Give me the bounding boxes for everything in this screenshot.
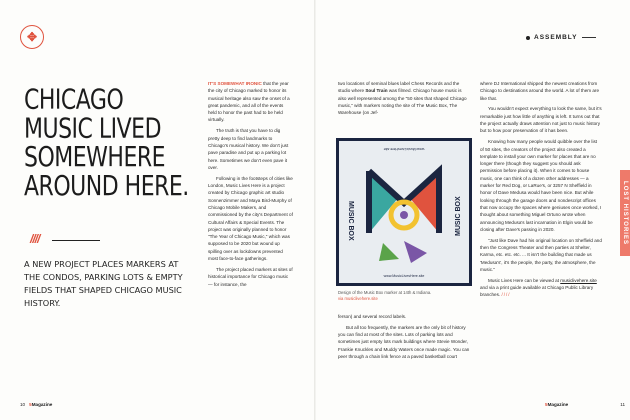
- publication-mark: 5: [29, 402, 32, 407]
- section-side-tab: [620, 170, 630, 256]
- body-paragraph: [338, 80, 470, 116]
- lead-in: IT'S SOMEWHAT IRONIC: [208, 81, 262, 86]
- magazine-logo-icon: ✥: [20, 25, 44, 49]
- poster-url-bottom: www.MusicLivesHere.site: [383, 274, 425, 278]
- section-dot-icon: [526, 36, 530, 40]
- publication-name: [545, 402, 568, 407]
- page-number: 10: [20, 402, 26, 407]
- folio-right: [545, 402, 625, 407]
- page-gutter: [314, 0, 316, 420]
- body-text: two locations of seminal blues label Chess Records and the studio where: [338, 81, 460, 94]
- headline-line: SOMEWHERE: [24, 142, 166, 174]
- headline-line: AROUND HERE.: [24, 171, 189, 203]
- deck-subtitle: A NEW PROJECT PLACES MARKERS AT THE CONDOS, PARKING LOTS & EMPTY FIELDS THAT SHAPED CHICAGO MUSIC HISTORY.: [24, 259, 183, 308]
- body-paragraph: ferson) and several record labels.: [338, 314, 407, 319]
- poster-url-top: www.MusicLivesHere.site: [383, 147, 425, 151]
- body-column-3: [480, 80, 602, 302]
- headline-line: CHICAGO: [24, 84, 124, 116]
- body-paragraph: where DJ International shipped the newest creations from Chicago to destinations around the world. A lot of them are like that.: [480, 81, 599, 101]
- section-label: [526, 34, 596, 41]
- section-rule: [582, 37, 596, 38]
- body-column-2-continued: [338, 313, 470, 364]
- body-column-1: [208, 80, 293, 291]
- body-paragraph: The project placed markers at sites of historical importance for Chicago music — for instance, the: [208, 266, 293, 287]
- image-caption: [338, 290, 478, 302]
- body-paragraph: [480, 277, 602, 299]
- slash-ornament: ////: [30, 232, 40, 246]
- caption-credit: via musiclivehere.site: [338, 296, 378, 301]
- publication-name: [29, 402, 52, 407]
- caption-text: Design of the Music Box marker at 14th & Indiana.: [338, 290, 432, 295]
- publication-mark: 5: [545, 402, 548, 407]
- body-text: Music Lives Here can be viewed at: [488, 277, 561, 283]
- body-paragraph: Knowing how many people would quibble over the list of 50 sites, the creators of the project also created a template to install your own marker for places that are no longer there (though they suggest you should ask permission before placing it). When it comes to house music, one can think of a dozen other addresses — a marker for Red Dog, or LaRue's, or 3257 N Sheffield in honor of Dave Medusa would have been nice. But while looking through the garage doors and nondescript offices that now occupy the spaces where geniuses once worked, I thought about something Miguel Ortuno wrote when announcing Medusa's last incarnation in Elgin would be closing after Dave's passing in 2020.: [480, 139, 602, 232]
- body-text: that the year the city of Chicago marked to honor its musical heritage also saw the onset of a great pandemic, and all of the events held to honor the past had to be held virtually.: [208, 81, 290, 123]
- body-paragraph: "Just like Dave had his original location on Sheffield and then the Congress Theater and then parties at Shelter, Karma, etc. etc. etc. ... It isn't the building that made us 'Medusa's', it's the people, the party, the atmosphere, the music.": [480, 237, 602, 272]
- page-number: 11: [620, 402, 626, 407]
- music-box-marker-image: [336, 138, 472, 286]
- body-text: was filmed. Chicago house music is also well represented among the "50 sites that shaped Chicago music," with markers noting the site of The Music Box, The Warehouse (on Jef-: [338, 88, 467, 116]
- end-mark: ////: [501, 292, 511, 298]
- body-text: and via a print guide available at Chicago Public Library branches.: [480, 285, 594, 298]
- highlight-text: Soul Train: [365, 88, 388, 94]
- side-tab-label: LOST HISTORIES: [622, 181, 628, 245]
- slash-rule: [52, 240, 100, 241]
- body-paragraph: Following in the footsteps of cities like London, Music Lives Here is a project created by Chicago graphic art studio Sonnenzimmer and Maya Bird-Murphy of Chicago Mobile Makers, and commissioned by the city's Department of Cultural Affairs & Special Events. The project was originally planned to honor "The Year of Chicago Music," which was supposed to be 2020 but wound up spilling over as lockdowns prevented most face-to-face gatherings.: [208, 175, 293, 262]
- body-column-2: [338, 80, 470, 120]
- body-paragraph: The truth is that you have to dig pretty deep to find landmarks to Chicago's musical history. We don't just pave paradise and put up a parking lot here. Sometimes we don't even pave it over.: [208, 128, 289, 170]
- poster-title-left: MUSIC BOX: [347, 201, 354, 241]
- marker-illustration: [339, 141, 469, 283]
- headline: [24, 86, 204, 201]
- website-link[interactable]: musiclivehere.site: [560, 277, 597, 283]
- body-paragraph: But all too frequently, the markers are the only bit of history you can find at most of the sites. Lots of parking lots and sometimes just empty lots mark buildings where Stevie Wonder, Frankie Knuckles and Muddy Waters once made magic. You can peer through a chain link fence at a paved basketball court: [338, 324, 470, 360]
- publication-word: Magazine: [31, 402, 53, 407]
- poster-title-right: MUSIC BOX: [455, 196, 462, 236]
- body-paragraph: [208, 80, 293, 124]
- body-paragraph: You wouldn't expect everything to look the same, but it's remarkable just how little of anything is left. It turns out that the project actually draws attention not just to music history but to how poor preservation of it has been.: [480, 106, 602, 134]
- publication-word: Magazine: [547, 402, 569, 407]
- section-label-text: ASSEMBLY: [534, 34, 578, 41]
- folio-left: [20, 402, 52, 407]
- headline-line: MUSIC LIVED: [24, 113, 162, 145]
